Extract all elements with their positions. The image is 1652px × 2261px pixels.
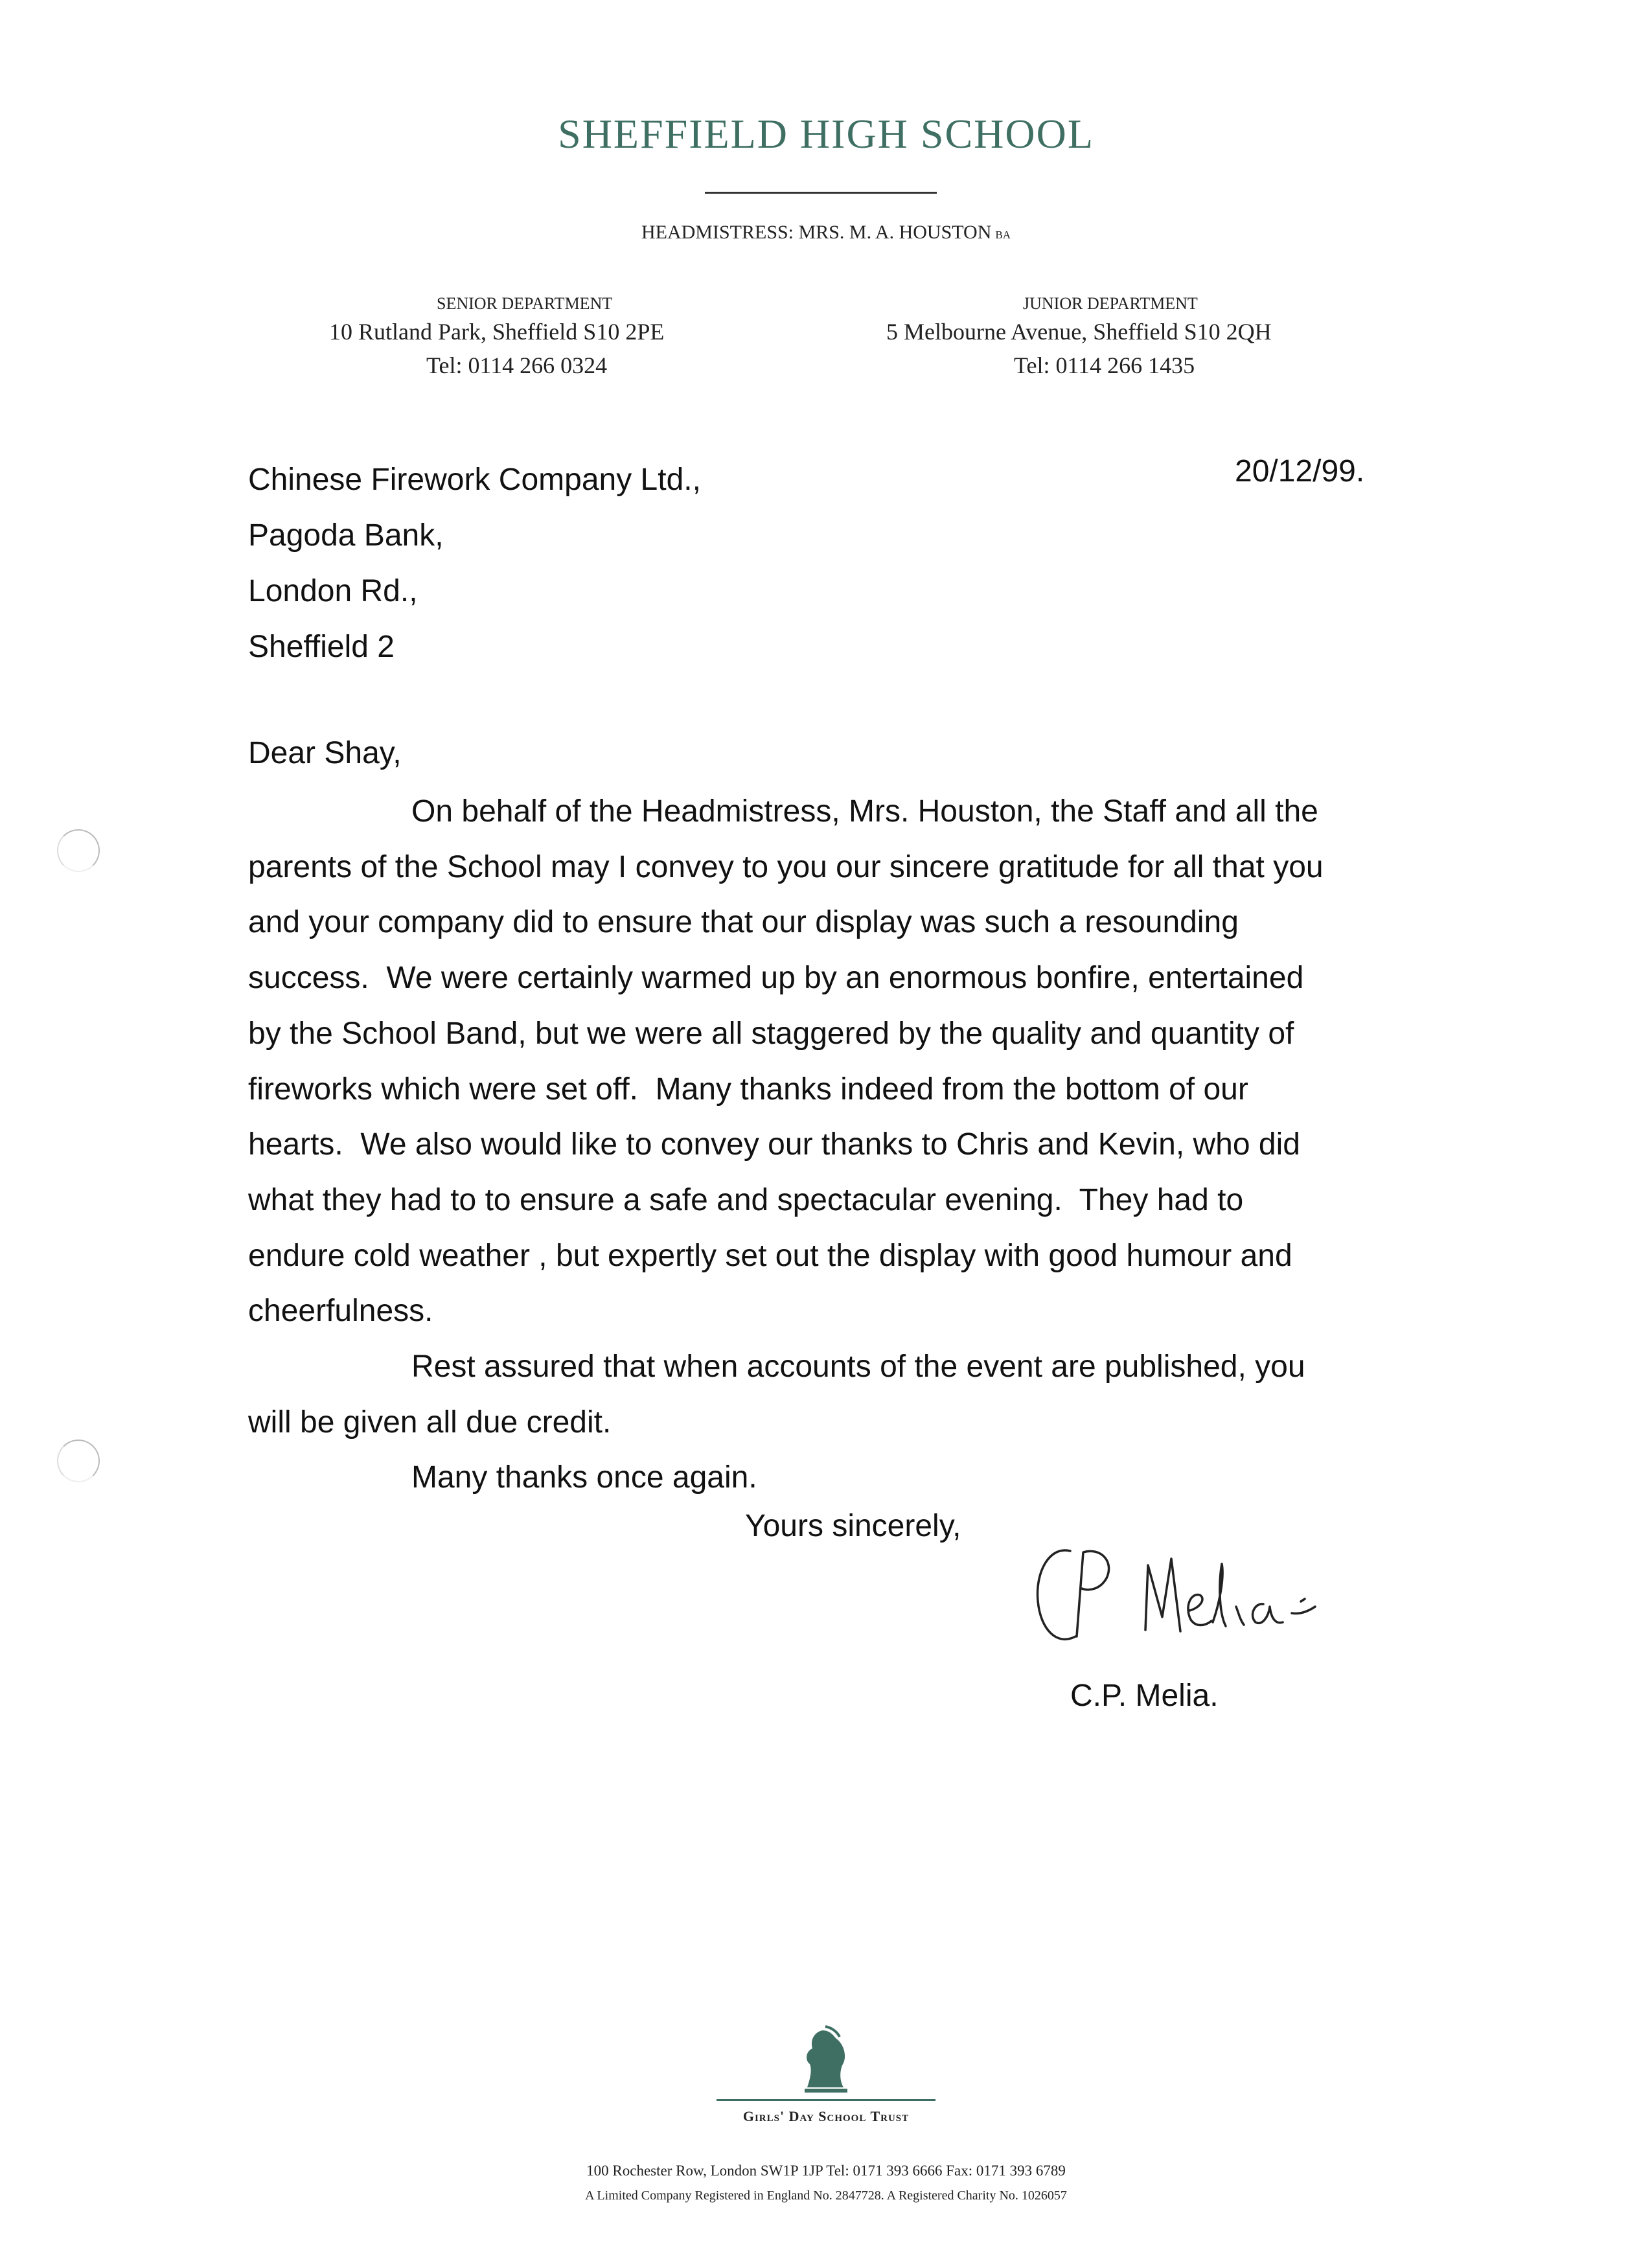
body-line: hearts. We also would like to convey our thanks to Chris and Kevin, who did xyxy=(248,1127,1300,1162)
body-line: success. We were certainly warmed up by an enormous bonfire, entertained xyxy=(248,961,1304,996)
junior-department-tel: Tel: 0114 266 1435 xyxy=(1014,352,1195,378)
headmistress-name: HEADMISTRESS: MRS. M. A. HOUSTON xyxy=(641,222,992,243)
body-line: by the School Band, but we were all staggered by the quality and quantity of xyxy=(248,1016,1294,1051)
junior-department xyxy=(829,293,1412,382)
body-line: what they had to to ensure a safe and spectacular evening. They had to xyxy=(248,1182,1244,1217)
recipient-line: Sheffield 2 xyxy=(248,630,395,664)
body-line: Rest assured that when accounts of the event are published, you xyxy=(411,1349,1305,1384)
body-line: fireworks which were set off. Many thanks indeed from the bottom of our xyxy=(248,1072,1248,1107)
body-line: will be given all due credit. xyxy=(248,1405,612,1440)
headmistress-line xyxy=(0,222,1652,244)
letter-body xyxy=(248,784,1324,1506)
recipient-address xyxy=(248,452,701,675)
trust-name: Girls' Day School Trust xyxy=(742,2108,910,2124)
junior-department-address: 5 Melbourne Avenue, Sheffield S10 2QH xyxy=(886,319,1272,345)
trust-logo-icon xyxy=(803,2025,849,2096)
salutation: Dear Shay, xyxy=(248,736,402,770)
footer-address: 100 Rochester Row, London SW1P 1JP Tel: 0171 393 6666 Fax: 0171 393 6789 xyxy=(586,2163,1066,2179)
senior-department-address: 10 Rutland Park, Sheffield S10 2PE xyxy=(329,319,665,345)
header-divider xyxy=(705,192,937,194)
recipient-line: London Rd., xyxy=(248,574,418,608)
senior-department xyxy=(245,293,828,382)
headmistress-qualification: BA xyxy=(995,229,1011,241)
signer-name: C.P. Melia. xyxy=(1070,1679,1219,1713)
body-line: Many thanks once again. xyxy=(411,1460,757,1495)
senior-department-label: SENIOR DEPARTMENT xyxy=(437,294,613,313)
body-line: On behalf of the Headmistress, Mrs. Houston, the Staff and all the xyxy=(411,794,1318,829)
recipient-line: Pagoda Bank, xyxy=(248,518,444,553)
junior-department-label: JUNIOR DEPARTMENT xyxy=(1023,294,1198,313)
handwritten-signature xyxy=(1030,1539,1328,1662)
senior-department-tel: Tel: 0114 266 0324 xyxy=(426,352,608,378)
punch-hole xyxy=(57,829,100,872)
footer-divider xyxy=(717,2099,935,2101)
recipient-line: Chinese Firework Company Ltd., xyxy=(248,463,701,497)
footer-registration: A Limited Company Registered in England No. 2847728. A Registered Charity No. 1026057 xyxy=(585,2188,1067,2203)
body-line: endure cold weather , but expertly set out the display with good humour and xyxy=(248,1238,1292,1273)
body-line: parents of the School may I convey to you our sincere gratitude for all that you xyxy=(248,849,1324,884)
punch-hole xyxy=(57,1440,100,1482)
closing: Yours sincerely, xyxy=(745,1509,961,1543)
school-name: SHEFFIELD HIGH SCHOOL xyxy=(558,111,1094,157)
body-line: and your company did to ensure that our display was such a resounding xyxy=(248,905,1239,940)
body-line: cheerfulness. xyxy=(248,1294,433,1329)
letter-date: 20/12/99. xyxy=(1235,454,1365,488)
